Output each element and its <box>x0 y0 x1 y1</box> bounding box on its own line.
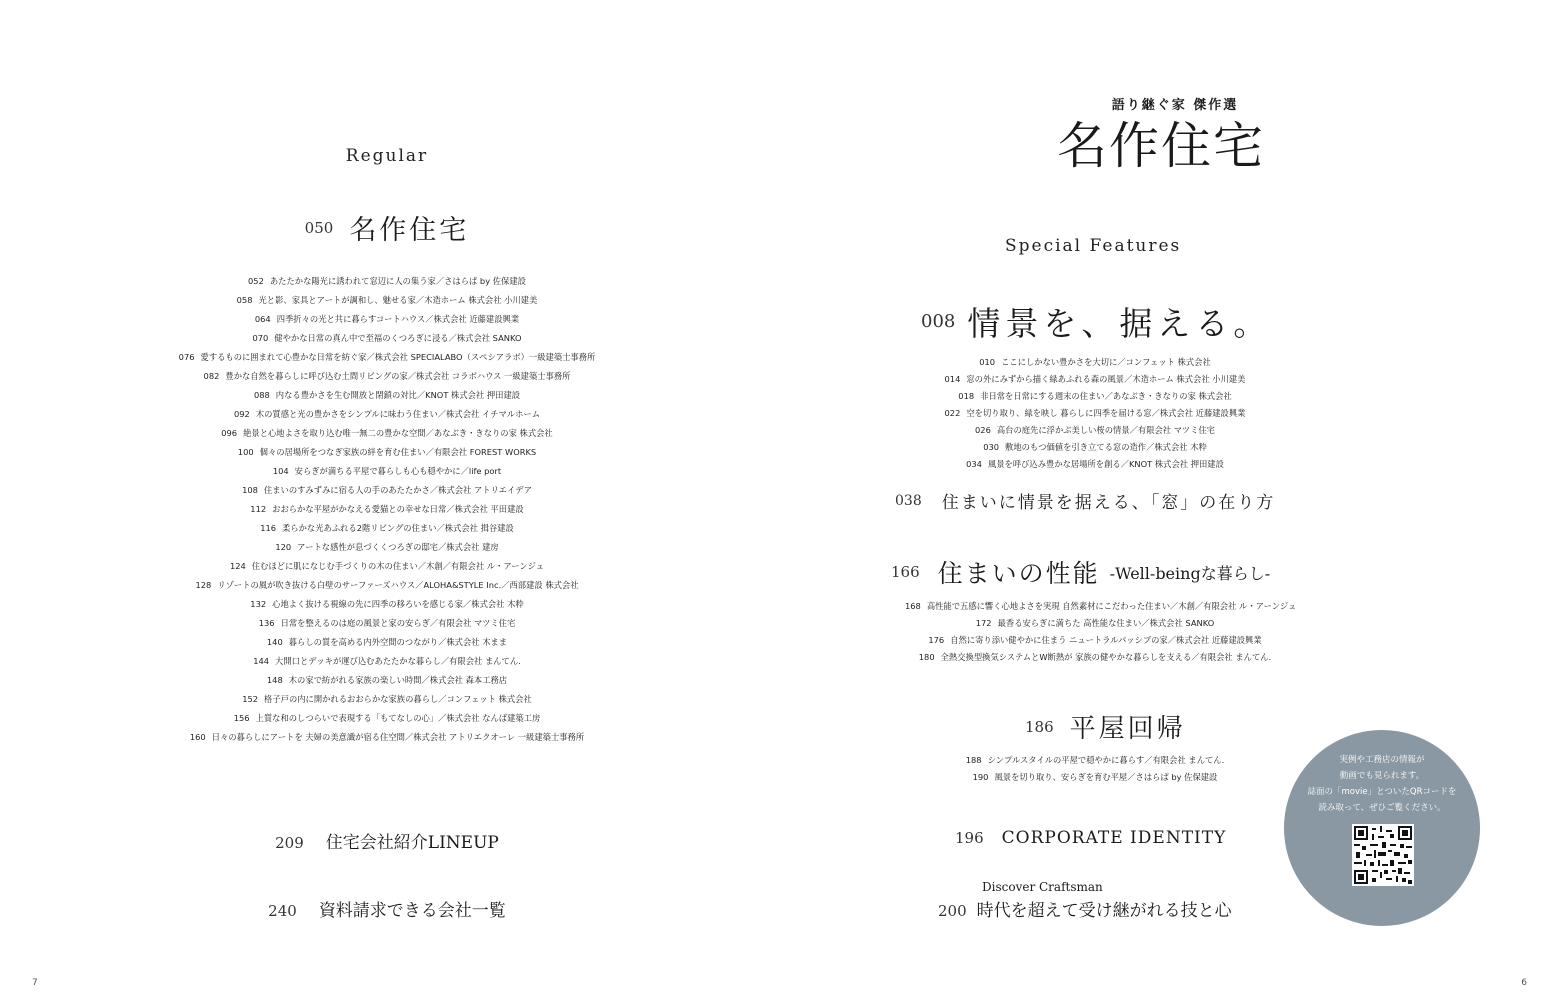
entry-page-number: 052 <box>248 276 264 286</box>
entry-title: おおらかな平屋がかなえる愛猫との幸せな日常／株式会社 平田建設 <box>272 504 524 514</box>
entry-title: アートな感性が息づくくつろぎの邸宅／株式会社 建房 <box>297 542 499 552</box>
craftsman-number: 200 <box>938 902 967 920</box>
entry-title: 空を切り取り、緑を映し 暮らしに四季を届ける窓／株式会社 近藤建設興業 <box>966 408 1246 418</box>
contents-entry <box>0 728 774 747</box>
main-feature-title: 名作住宅 <box>349 215 470 246</box>
entry-title: 自然に寄り添い健やかに住まう ニュートラルパッシブの家／株式会社 近藤建設興業 <box>950 635 1262 645</box>
entry-title: 木の質感と光の豊かさをシンプルに味わう住まい／株式会社 イチマルホーム <box>255 409 541 419</box>
feature-number-166: 166 <box>891 563 920 581</box>
badge-line: 実例や工務店の情報が <box>1339 755 1425 765</box>
entry-page-number: 064 <box>254 314 271 324</box>
feature-008-list <box>935 354 1255 473</box>
contents-entry <box>0 709 774 728</box>
corporate-title: CORPORATE IDENTITY <box>1001 828 1227 848</box>
contents-entry <box>0 405 774 424</box>
entry-page-number: 116 <box>260 523 277 533</box>
badge-line: 誌面の「movie」とついたQRコードを <box>1307 787 1457 797</box>
entry-page-number: 092 <box>233 409 250 419</box>
qr-code-icon[interactable] <box>1352 824 1414 886</box>
contents-entry <box>0 291 774 310</box>
contents-entry <box>0 671 774 690</box>
corporate-number: 196 <box>955 829 984 847</box>
entry-title: 大開口とデッキが運び込むあたたかな暮らし／有限会社 まんてん. <box>275 656 521 666</box>
entry-title: 高性能で五感に響く心地よさを実現 自然素材にこだわった住まい／木創／有限会社 ル・アーンジュ <box>926 601 1297 611</box>
left-page <box>0 0 774 1000</box>
entry-title: 日常を整えるのは庭の風景と家の安らぎ／有限会社 マツミ住宅 <box>280 618 516 628</box>
entry-page-number: 112 <box>250 504 267 514</box>
contents-entry <box>0 576 774 595</box>
craftsman-heading <box>938 896 1232 921</box>
feature-heading-038 <box>895 488 1275 513</box>
feature-title-038: 住まいに情景を据える、「窓」の在り方 <box>941 493 1276 513</box>
contents-entry <box>0 633 774 652</box>
entry-title: シンプルスタイルの平屋で穏やかに暮らす／有限会社 まんてん. <box>987 755 1225 765</box>
entry-page-number: 172 <box>975 618 992 628</box>
entry-page-number: 190 <box>972 772 989 782</box>
feature-number-008: 008 <box>921 311 956 332</box>
entry-title: 格子戸の内に開かれるおおらかな家族の暮らし／コンフェット 株式会社 <box>264 694 532 704</box>
entry-page-number: 070 <box>252 333 269 343</box>
entry-page-number: 082 <box>203 371 220 381</box>
contents-entry <box>945 769 1245 786</box>
contents-entry <box>0 367 774 386</box>
entry-title: 最香る安らぎに満ちた 高性能な住まい／株式会社 SANKO <box>997 618 1215 628</box>
entry-title: 柔らかな光あふれる2階リビングの住まい／株式会社 揖谷建設 <box>282 523 514 533</box>
entry-title: 安らぎが満ちる平屋で暮らしも心も穏やかに／life port <box>294 466 502 476</box>
entry-page-number: 030 <box>983 442 1000 452</box>
entry-page-number: 160 <box>189 732 206 742</box>
entry-title: 個々の居場所をつなぎ家族の絆を育む住まい／有限会社 FOREST WORKS <box>259 447 537 457</box>
feature-number-186: 186 <box>1025 717 1054 736</box>
special-features-label: Special Features <box>1005 236 1182 256</box>
entry-page-number: 010 <box>979 357 996 367</box>
entry-title: 日々の暮らしにアートを 夫婦の美意識が宿る住空間／株式会社 アトリエクオーレ 一級建築士事務所 <box>211 732 585 742</box>
page-number-right: 6 <box>1521 978 1527 988</box>
entry-page-number: 034 <box>966 459 982 469</box>
feature-title-166: 住まいの性能 <box>937 559 1100 588</box>
feature-166-list <box>905 598 1297 666</box>
feature-heading-166 <box>891 554 1270 590</box>
entry-page-number: 168 <box>905 601 921 611</box>
contents-entry <box>0 443 774 462</box>
entry-page-number: 136 <box>258 618 275 628</box>
entry-page-number: 124 <box>229 561 246 571</box>
contents-entry <box>0 329 774 348</box>
entry-title: 高台の庭先に浮かぶ美しい桜の情景／有限会社 マツミ住宅 <box>996 425 1215 435</box>
contents-entry <box>0 386 774 405</box>
contents-entry <box>905 615 1285 632</box>
logo-subtitle: 語り継ぐ家 傑作選 <box>1111 98 1239 113</box>
regular-label: Regular <box>345 146 429 166</box>
page-number-left: 7 <box>32 978 38 988</box>
entry-title: 木の家で紡がれる家族の楽しい時間／株式会社 森本工務店 <box>288 675 508 685</box>
entry-page-number: 018 <box>958 391 975 401</box>
contents-entry <box>935 422 1255 439</box>
contents-entry <box>0 557 774 576</box>
entry-title: 敷地のもつ価値を引き立てる窓の造作／株式会社 木粋 <box>1005 442 1207 452</box>
badge-line: 動画でも見られます。 <box>1339 771 1425 781</box>
contents-entry <box>0 652 774 671</box>
contents-entry <box>0 272 774 291</box>
entry-page-number: 026 <box>975 425 991 435</box>
regular-contents-list <box>0 272 774 747</box>
entry-title: 風景を呼び込み豊かな居場所を創る／KNOT 株式会社 押田建設 <box>987 459 1224 469</box>
entry-page-number: 188 <box>965 755 982 765</box>
contents-entry <box>935 371 1255 388</box>
entry-page-number: 120 <box>275 542 292 552</box>
contents-entry <box>935 354 1255 371</box>
logo-title: 名作住宅 <box>1057 117 1265 175</box>
contents-entry <box>0 500 774 519</box>
entry-page-number: 104 <box>272 466 289 476</box>
entry-title: 住むほどに肌になじむ手づくりの木の住まい／木創／有限会社 ル・アーンジュ <box>251 561 545 571</box>
feature-title-008: 情景を、据える。 <box>967 304 1272 343</box>
entry-title: 健やかな日常の真ん中で至福のくつろぎに浸る／株式会社 SANKO <box>274 333 522 343</box>
entry-title: 住まいのすみずみに宿る人の手のあたたかさ／株式会社 アトリエイデア <box>263 485 532 495</box>
entry-title: 光と影、家具とアートが調和し、魅せる家／木造ホーム 株式会社 小川建美 <box>258 295 538 305</box>
contents-entry <box>0 690 774 709</box>
feature-heading-186 <box>1025 708 1186 745</box>
contents-entry <box>0 481 774 500</box>
entry-page-number: 148 <box>266 675 283 685</box>
main-feature-heading <box>0 208 774 247</box>
entry-page-number: 144 <box>253 656 270 666</box>
entry-page-number: 176 <box>928 635 945 645</box>
catalog-number: 240 <box>268 902 297 920</box>
feature-title-186: 平屋回帰 <box>1069 714 1186 744</box>
main-feature-number: 050 <box>304 218 334 237</box>
lineup-heading <box>0 828 774 853</box>
contents-entry <box>905 649 1285 666</box>
entry-title: 全熱交換型換気システムとW断熱が 家族の健やかな暮らしを支える／有限会社 まんてん. <box>940 652 1272 662</box>
contents-entry <box>0 310 774 329</box>
entry-title: 非日常を日常にする週末の住まい／あなぶき・きなりの家 株式会社 <box>980 391 1232 401</box>
entry-title: あたたかな陽光に誘われて窓辺に人の集う家／さはらぱ by 佐保建設 <box>269 276 526 286</box>
entry-title: 愛するものに囲まれて心豊かな日常を紡ぐ家／株式会社 SPECIALABO（スペシアラボ）一級建築士事務所 <box>200 352 596 362</box>
entry-page-number: 076 <box>178 352 195 362</box>
contents-entry <box>935 456 1255 473</box>
entry-page-number: 096 <box>221 428 238 438</box>
entry-page-number: 100 <box>237 447 254 457</box>
contents-entry <box>0 462 774 481</box>
contents-entry <box>945 752 1245 769</box>
entry-title: 風景を切り取り、安らぎを育む平屋／さはらぱ by 佐保建設 <box>994 772 1218 782</box>
entry-page-number: 014 <box>944 374 961 384</box>
entry-title: 上質な和のしつらいで表現する「もてなしの心」／株式会社 なんば建築工房 <box>255 713 541 723</box>
contents-entry <box>905 598 1297 615</box>
entry-page-number: 088 <box>253 390 270 400</box>
catalog-heading <box>0 896 774 921</box>
feature-subtitle-166: -Well-beingな暮らし- <box>1109 563 1271 583</box>
contents-entry <box>0 614 774 633</box>
entry-page-number: 180 <box>918 652 935 662</box>
contents-entry <box>0 538 774 557</box>
contents-entry <box>0 595 774 614</box>
entry-title: 豊かな自然を暮らしに呼び込む土間リビングの家／株式会社 コラボハウス 一級建築士事務所 <box>225 371 571 381</box>
entry-title: 内なる豊かさを生む開放と閉鎖の対比／KNOT 株式会社 押田建設 <box>275 390 521 400</box>
contents-entry <box>0 519 774 538</box>
entry-page-number: 140 <box>266 637 283 647</box>
entry-page-number: 058 <box>236 295 253 305</box>
entry-title: リゾートの風が吹き抜ける白壁のサーファーズハウス／ALOHA&STYLE Inc.／西部建設 株式会社 <box>217 580 579 590</box>
contents-entry <box>935 439 1255 456</box>
entry-title: ここにしかない豊かさを大切に／コンフェット 株式会社 <box>1001 357 1211 367</box>
entry-title: 暮らしの質を高める内外空間のつながり／株式会社 木まま <box>288 637 508 647</box>
entry-title: 四季折々の光と共に暮らすコートハウス／株式会社 近藤建設興業 <box>276 314 520 324</box>
contents-entry <box>0 424 774 443</box>
entry-page-number: 108 <box>242 485 258 495</box>
lineup-number: 209 <box>275 834 304 852</box>
lineup-title: 住宅会社紹介LINEUP <box>325 833 499 853</box>
entry-page-number: 152 <box>242 694 259 704</box>
craftsman-pretitle: Discover Craftsman <box>982 880 1103 894</box>
contents-entry <box>0 348 774 367</box>
entry-page-number: 022 <box>944 408 961 418</box>
entry-title: 心地よく抜ける視線の先に四季の移ろいを感じる家／株式会社 木粋 <box>272 599 524 609</box>
contents-entry <box>935 405 1255 422</box>
corporate-heading <box>955 828 1226 848</box>
contents-entry <box>935 388 1255 405</box>
contents-entry <box>905 632 1285 649</box>
entry-page-number: 128 <box>195 580 212 590</box>
feature-heading-008 <box>921 298 1271 345</box>
feature-number-038: 038 <box>895 492 922 509</box>
badge-text <box>1284 752 1480 816</box>
entry-title: 窓の外にみずから描く緑あふれる森の風景／木造ホーム 株式会社 小川建美 <box>966 374 1246 384</box>
craftsman-title: 時代を超えて受け継がれる技と心 <box>976 901 1232 921</box>
entry-title: 絶景と心地よさを取り込む唯一無二の豊かな空間／あなぶき・きなりの家 株式会社 <box>243 428 553 438</box>
entry-page-number: 156 <box>233 713 250 723</box>
feature-186-list <box>945 752 1245 786</box>
badge-line: 読み取って、ぜひご覧ください。 <box>1318 803 1446 813</box>
catalog-title: 資料請求できる会社一覧 <box>318 901 506 921</box>
entry-page-number: 132 <box>250 599 267 609</box>
